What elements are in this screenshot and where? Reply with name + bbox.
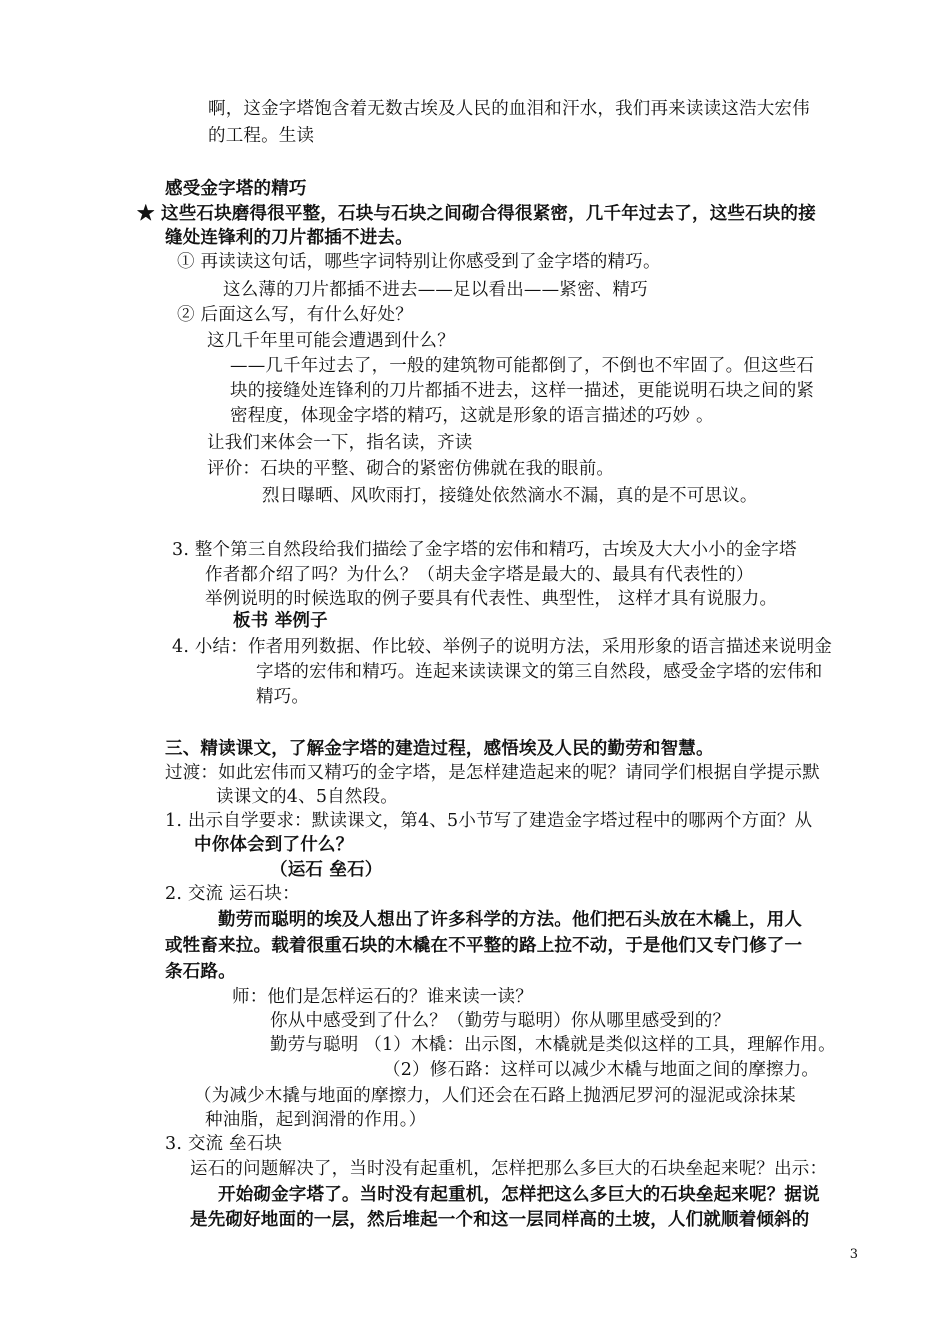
text-line: （为减少木撬与地面的摩擦力，人们还会在石路上抛洒尼罗河的湿泥或涂抹某 xyxy=(194,1086,796,1106)
text-line: ——几千年过去了，一般的建筑物可能都倒了，不倒也不牢固了。但这些石 xyxy=(230,356,815,376)
blackboard-note: 板书 举例子 xyxy=(233,611,328,631)
text-line: 过渡：如此宏伟而又精巧的金字塔，是怎样建造起来的呢？请同学们根据自学提示默 xyxy=(165,763,820,783)
text-line: 这几千年里可能会遭遇到什么？ xyxy=(207,331,455,351)
text-line: 3. 交流 垒石块 xyxy=(165,1134,283,1154)
text-line: 运石的问题解决了，当时没有起重机，怎样把那么多巨大的石块垒起来呢？出示： xyxy=(190,1159,828,1179)
text-line: ② 后面这么写，有什么好处？ xyxy=(177,305,413,325)
text-line: 2. 交流 运石块： xyxy=(165,884,300,904)
text-line: 作者都介绍了吗？为什么？（胡夫金字塔是最大的、最具有代表性的） xyxy=(205,565,754,585)
text-line: 中你体会到了什么？ xyxy=(194,835,354,855)
text-line: 这么薄的刀片都插不进去——足以看出——紧密、精巧 xyxy=(223,280,648,300)
text-line: 密程度，体现金字塔的精巧，这就是形象的语言描述的巧妙 。 xyxy=(230,406,714,426)
section-heading: 感受金字塔的精巧 xyxy=(165,179,307,199)
text-line: 勤劳与聪明 （1）木橇：出示图，木橇就是类似这样的工具，理解作用。 xyxy=(270,1035,836,1055)
text-line: 种油脂，起到润滑的作用。） xyxy=(205,1110,427,1130)
page-number: 3 xyxy=(849,1247,858,1262)
text-line: 读课文的4、5自然段。 xyxy=(216,787,398,807)
text-line: 3. 整个第三自然段给我们描绘了金字塔的宏伟和精巧，古埃及大大小小的金字塔 xyxy=(172,540,797,560)
text-line: 勤劳而聪明的埃及人想出了许多科学的方法。他们把石头放在木橇上，用人 xyxy=(218,910,803,930)
text-line: 师：他们是怎样运石的？谁来读一读？ xyxy=(232,987,533,1007)
text-line: 缝处连锋利的刀片都插不进去。 xyxy=(165,228,413,248)
text-line: （2）修石路：这样可以减少木橇与地面之间的摩擦力。 xyxy=(383,1060,820,1080)
text-line: 字塔的宏伟和精巧。连起来读读课文的第三自然段，感受金字塔的宏伟和 xyxy=(256,662,823,682)
text-line: （运石 垒石） xyxy=(270,860,383,880)
text-line: 精巧。 xyxy=(256,687,310,707)
text-line: 的工程。生读 xyxy=(208,126,315,146)
section-heading: 三、精读课文，了解金字塔的建造过程，感悟埃及人民的勤劳和智慧。 xyxy=(165,739,714,759)
text-line: 1. 出示自学要求：默读课文，第4、5小节写了建造金字塔过程中的哪两个方面？从 xyxy=(165,811,813,831)
text-line: 或牲畜来拉。载着很重石块的木橇在不平整的路上拉不动，于是他们又专门修了一 xyxy=(165,936,803,956)
text-line: 烈日曝晒、风吹雨打，接缝处依然滴水不漏，真的是不可思议。 xyxy=(262,486,758,506)
text-line: 举例说明的时候选取的例子要具有代表性、典型性， 这样才具有说服力。 xyxy=(205,589,778,609)
text-line: 条石路。 xyxy=(165,962,236,982)
text-line: ★ 这些石块磨得很平整，石块与石块之间砌合得很紧密，几千年过去了，这些石块的接 xyxy=(137,204,816,224)
text-line: 啊，这金字塔饱含着无数古埃及人民的血泪和汗水，我们再来读读这浩大宏伟 xyxy=(208,99,810,119)
text-line: ① 再读读这句话，哪些字词特别让你感受到了金字塔的精巧。 xyxy=(177,252,661,272)
text-line: 让我们来体会一下，指名读，齐读 xyxy=(207,433,473,453)
text-line: 评价：石块的平整、砌合的紧密仿佛就在我的眼前。 xyxy=(207,459,615,479)
text-line: 块的接缝处连锋利的刀片都插不进去，这样一描述，更能说明石块之间的紧 xyxy=(230,381,815,401)
text-line: 4. 小结：作者用列数据、作比较、举例子的说明方法，采用形象的语言描述来说明金 xyxy=(172,637,833,657)
text-line: 是先砌好地面的一层，然后堆起一个和这一层同样高的土坡，人们就顺着倾斜的 xyxy=(190,1210,810,1230)
text-line: 开始砌金字塔了。当时没有起重机，怎样把这么多巨大的石块垒起来呢？据说 xyxy=(218,1185,820,1205)
text-line: 你从中感受到了什么？（勤劳与聪明）你从哪里感受到的？ xyxy=(270,1011,731,1031)
